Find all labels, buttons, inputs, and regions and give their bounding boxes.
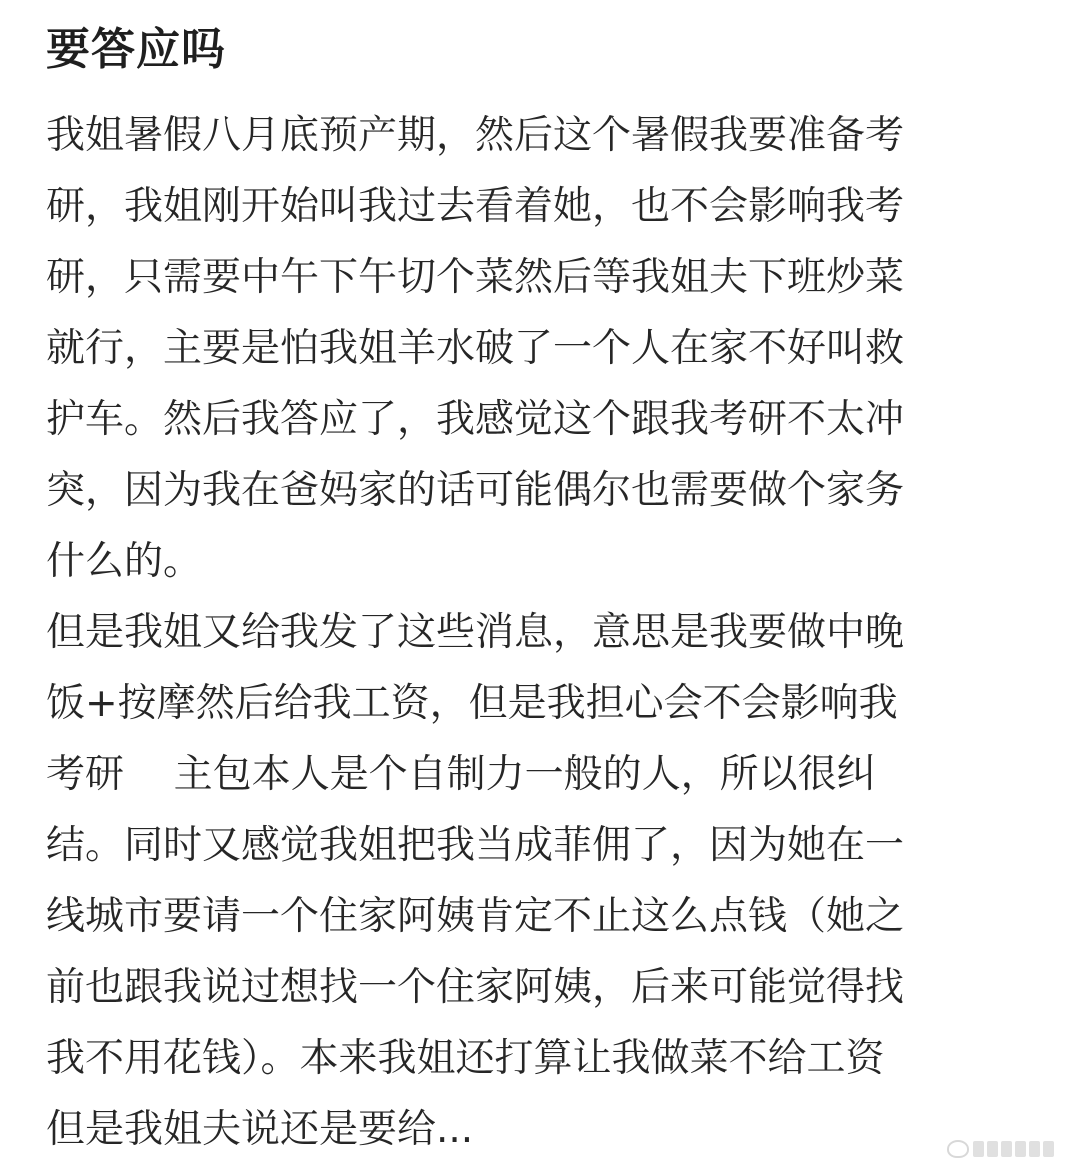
- post-line: 护车。然后我答应了，我感觉这个跟我考研不太冲: [46, 397, 905, 442]
- post-line: 研，只需要中午下午切个菜然后等我姐夫下班炒菜: [46, 255, 905, 300]
- post-line: 我不用花钱）。本来我姐还打算让我做菜不给工资: [46, 1036, 885, 1081]
- post-line: 研，我姐刚开始叫我过去看着她，也不会影响我考: [46, 184, 905, 229]
- post-line: 线城市要请一个住家阿姨肯定不止这么点钱（她之: [46, 894, 905, 939]
- post-line: 考研 主包本人是个自制力一般的人，所以很纠: [46, 752, 876, 797]
- post-line: 前也跟我说过想找一个住家阿姨，后来可能觉得找: [46, 965, 905, 1010]
- post-line: 但是我姐夫说还是要给...: [46, 1107, 474, 1152]
- post-line: 就行，主要是怕我姐羊水破了一个人在家不好叫救: [46, 326, 905, 371]
- post-title: 要答应吗: [46, 24, 226, 75]
- watermark-text-blur: [973, 1141, 1054, 1157]
- post-line: 突，因为我在爸妈家的话可能偶尔也需要做个家务: [46, 468, 905, 513]
- watermark: [947, 1140, 1054, 1158]
- weibo-icon: [947, 1140, 969, 1158]
- post-line: 但是我姐又给我发了这些消息，意思是我要做中晚: [46, 610, 905, 655]
- post-body: [46, 100, 1036, 1165]
- post-line: 结。同时又感觉我姐把我当成菲佣了，因为她在一: [46, 823, 905, 868]
- post-line: 什么的。: [46, 539, 203, 584]
- post-line: 我姐暑假八月底预产期，然后这个暑假我要准备考: [46, 113, 905, 158]
- post-card: [46, 22, 1036, 1165]
- post-line: 饭+按摩然后给我工资，但是我担心会不会影响我: [46, 681, 898, 726]
